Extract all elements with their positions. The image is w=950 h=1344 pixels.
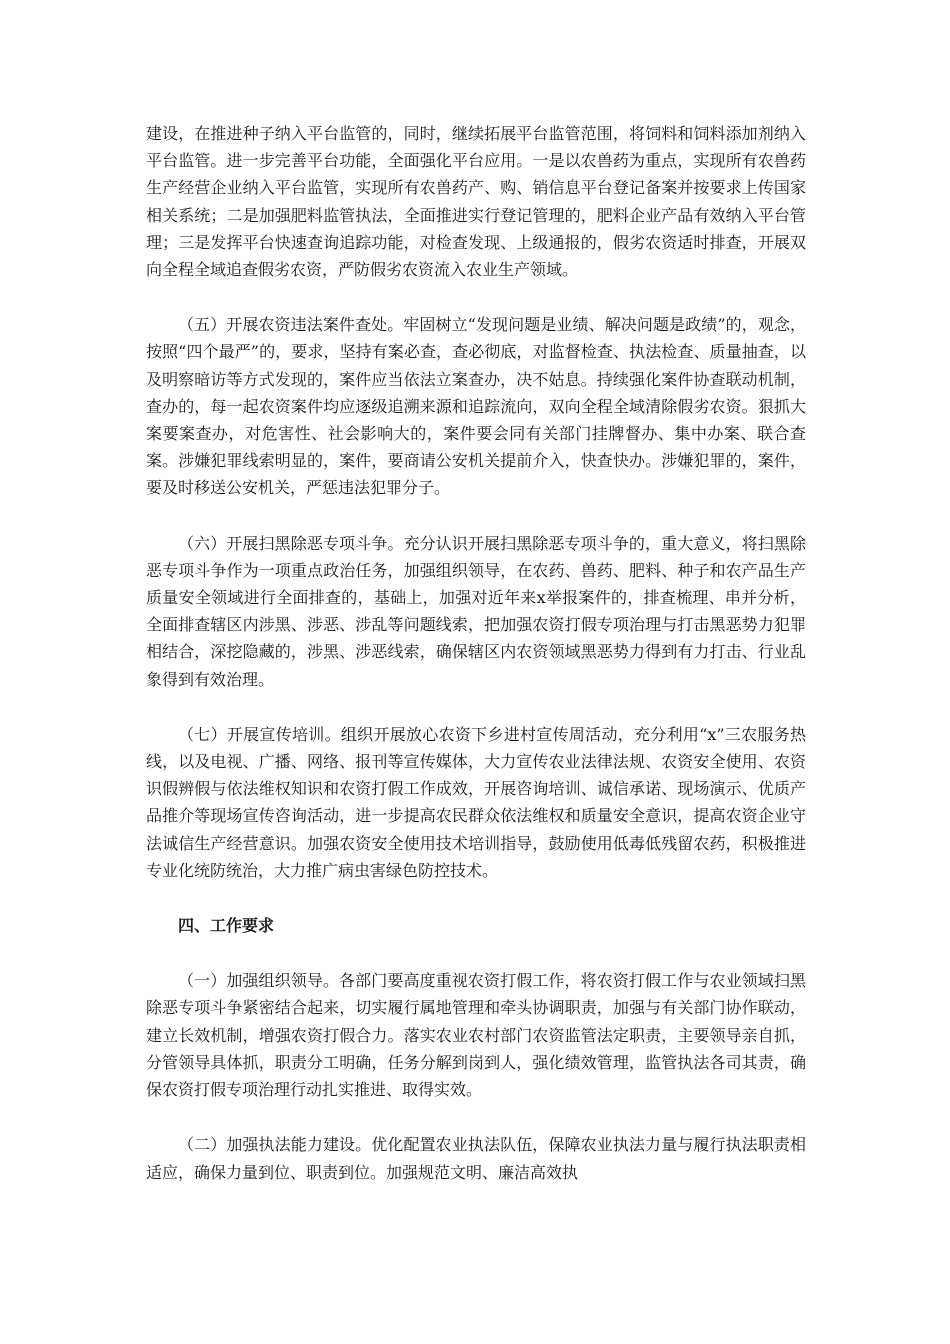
- paragraph-gap: [146, 1103, 806, 1131]
- paragraph-enforcement-capacity: （二）加强执法能力建设。优化配置农业执法队伍，保障农业执法力量与履行执法职责相适应，确保力量到位、职责到位。加强规范文明、廉洁高效执: [146, 1135, 806, 1182]
- paragraph-case-investigation: （五）开展农资违法案件查处。牢固树立“发现问题是业绩、解决问题是政绩”的，观念，按照“四个最严”的，要求，坚持有案必查，查必彻底，对监督检查、执法检查、质量抽查，以及明察暗访等方式发现的，案件应当依法立案查办，决不姑息。持续强化案件协查联动机制，查办的，每一起农资案件均应逐级追溯来源和追踪流向，双向全程全域清除假劣农资。狠抓大案要案查办，对危害性、社会影响大的，案件要会同有关部门挂牌督办、集中办案、联合查案。涉嫌犯罪线索明显的，案件，要商请公安机关提前介入，快查快办。涉嫌犯罪的，案件，要及时移送公安机关，严惩违法犯罪分子。: [146, 315, 806, 498]
- paragraph-anti-crime-campaign: （六）开展扫黑除恶专项斗争。充分认识开展扫黑除恶专项斗争的，重大意义，将扫黑除恶专项斗争作为一项重点政治任务，加强组织领导，在农药、兽药、肥料、种子和农产品生产质量安全领域进行全面排查的，基础上，加强对近年来x举报案件的，排查梳理、串并分析，全面排查辖区内涉黑、涉恶、涉乱等问题线索，把加强农资打假专项治理与打击黑恶势力犯罪相结合，深挖隐藏的，涉黑、涉恶线索，确保辖区内农资领域黑恶势力得到有力打击、行业乱象得到有效治理。: [146, 533, 806, 689]
- paragraph-gap: [146, 693, 806, 721]
- section-heading-work-requirements: 四、工作要求: [178, 916, 275, 936]
- paragraph-gap: [146, 939, 806, 967]
- document-page: [146, 120, 806, 1186]
- paragraph-platform-supervision: 建设，在推进种子纳入平台监管的，同时，继续拓展平台监管范围，将饲料和饲料添加剂纳入平台监管。进一步完善平台功能，全面强化平台应用。一是以农兽药为重点，实现所有农兽药生产经营企业纳入平台监管，实现所有农兽药产、购、销信息平台登记备案并按要求上传国家相关系统；二是加强肥料监管执法，全面推进实行登记管理的，肥料企业产品有效纳入平台管理；三是发挥平台快速查询追踪功能，对检查发现、上级通报的，假劣农资适时排查，开展双向全程全域追查假劣农资，严防假劣农资流入农业生产领域。: [146, 124, 806, 280]
- paragraph-gap: [146, 502, 806, 530]
- paragraph-publicity-training: （七）开展宣传培训。组织开展放心农资下乡进村宣传周活动，充分利用“x”三农服务热线，以及电视、广播、网络、报刊等宣传媒体，大力宣传农业法律法规、农资安全使用、农资识假辨假与依法维权知识和农资打假工作成效，开展咨询培训、诚信承诺、现场演示、优质产品推介等现场宣传咨询活动，进一步提高农民群众依法维权和质量安全意识，提高农资企业守法诚信生产经营意识。加强农资安全使用技术培训指导，鼓励使用低毒低残留农药，积极推进专业化统防统治，大力推广病虫害绿色防控技术。: [146, 724, 806, 880]
- paragraph-organization-leadership: （一）加强组织领导。各部门要高度重视农资打假工作，将农资打假工作与农业领域扫黑除恶专项斗争紧密结合起来，切实履行属地管理和牵头协调职责，加强与有关部门协作联动，建立长效机制，增强农资打假合力。落实农业农村部门农资监管法定职责，主要领导亲自抓，分管领导具体抓，职责分工明确，任务分解到岗到人，强化绩效管理，监管执法各司其责，确保农资打假专项治理行动扎实推进、取得实效。: [146, 971, 806, 1100]
- paragraph-gap: [146, 884, 806, 912]
- paragraph-gap: [146, 283, 806, 311]
